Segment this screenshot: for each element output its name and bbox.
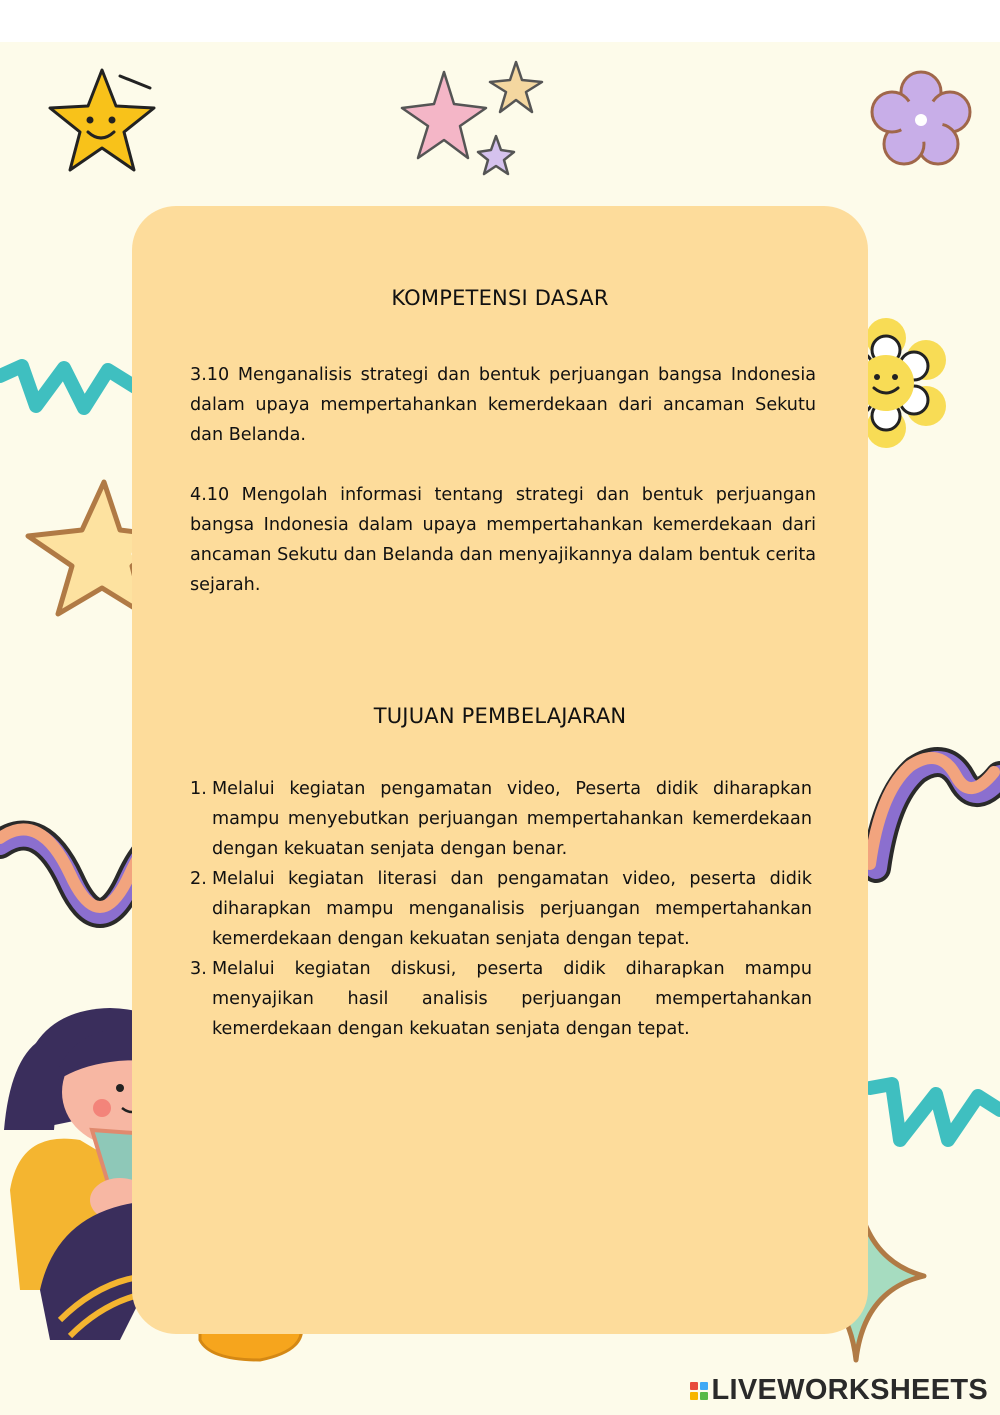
list-item-text: Melalui kegiatan pengamatan video, Peserta didik diharapkan mampu menyebutkan perjuangan mempertahankan kemerdekaan dengan kekuatan senjata dengan benar. [212,779,812,859]
list-item-number: 3. [190,959,207,979]
smiling-star-icon [40,62,160,182]
list-item [190,954,812,1044]
list-item-text: Melalui kegiatan diskusi, peserta didik diharapkan mampu menyajikan hasil analisis perjuangan mempertahankan kemerdekaan dengan kekuatan senjata dengan tepat. [212,959,812,1039]
purple-flower-icon [866,68,976,168]
tujuan-pembelajaran-heading: TUJUAN PEMBELAJARAN [373,704,627,728]
learning-goals-list [190,774,812,1044]
liveworksheets-watermark [690,1374,989,1407]
list-item-number: 1. [190,779,207,799]
wave-stripe-right-icon [866,736,1000,886]
liveworksheets-logo-icon [690,1382,708,1400]
kd-3-10-paragraph: 3.10 Menganalisis strategi dan bentuk perjuangan bangsa Indonesia dalam upaya mempertahankan kemerdekaan dari ancaman Sekutu dan Belanda. [190,365,816,445]
list-item-text: Melalui kegiatan literasi dan pengamatan video, peserta didik diharapkan mampu menganalisis perjuangan mempertahankan kemerdekaan dengan kekuatan senjata dengan tepat. [212,869,812,949]
list-item [190,864,812,954]
pink-stars-icon [398,58,558,184]
kd-4-10-paragraph: 4.10 Mengolah informasi tentang strategi dan bentuk perjuangan bangsa Indonesia dalam upaya mempertahankan kemerdekaan dari ancaman Sekutu dan Belanda dan menyajikannya dalam bentuk cerita sejarah. [190,485,816,595]
teal-zigzag-right-icon [866,1070,1000,1160]
list-item [190,774,812,864]
kompetensi-dasar-heading: KOMPETENSI DASAR [391,286,609,310]
teal-zigzag-left-icon [0,350,140,430]
list-item-number: 2. [190,869,207,889]
watermark-text: LIVEWORKSHEETS [711,1374,988,1406]
